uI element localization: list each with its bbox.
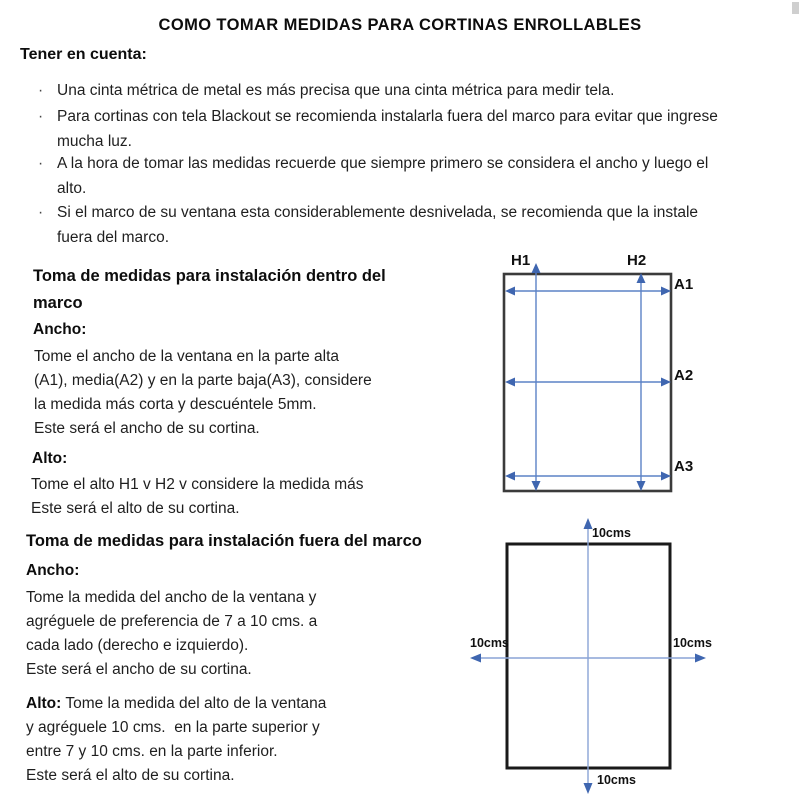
paragraph-line: agréguele de preferencia de 7 a 10 cms. a [26,613,318,630]
bullet-text-line: A la hora de tomar las medidas recuerde que siempre primero se considera el ancho y luego el [57,155,709,172]
inside-width-paragraph [34,345,372,441]
h2-measure-label: H2 [627,252,647,269]
inside-height-paragraph [31,473,364,521]
arrowhead-down [637,481,646,491]
bullet-text-line: mucha luz. [57,133,132,150]
arrowhead-left [470,654,481,663]
arrowhead-right [695,654,706,663]
inside-width-label: Ancho: [33,321,87,338]
outside-width-paragraph [26,586,317,682]
top-margin-label: 10cms [592,526,631,540]
paragraph-line: Tome la medida del ancho de la ventana y [26,589,317,606]
bullet-text-line: alto. [57,180,87,197]
bullet-text [57,104,718,154]
bullet-item [38,151,708,201]
a2-measure-label: A2 [674,367,694,384]
paragraph-line: entre 7 y 10 cms. en la parte inferior. [26,743,278,760]
paragraph-line: Tome el alto H1 v H2 v considere la medida más [31,476,364,493]
arrowhead-left [505,472,515,481]
paragraph-line: y agréguele 10 cms. en la parte superior y [26,719,320,736]
heading-line: Toma de medidas para instalación dentro del [33,267,386,285]
bullet-text [57,200,698,250]
inside-section-heading [33,263,386,317]
arrowhead-right [661,287,671,296]
paragraph-line: Este será el ancho de su cortina. [26,661,252,678]
arrowhead-up [532,263,541,273]
outside-width-label: Ancho: [26,562,80,579]
notes-heading: Tener en cuenta: [20,46,147,63]
inside-height-label: Alto: [32,450,68,467]
bullet-text-line: Si el marco de su ventana esta considerablemente desnivelada, se recomienda que la instale [57,204,699,221]
bullet-item [38,78,614,103]
bullet-item [38,200,698,250]
scrollbar-artifact [792,2,799,14]
arrowhead-left [505,287,515,296]
h1-measure-label: H1 [511,252,531,269]
outside-height-label: Alto: [26,695,62,712]
arrowhead-left [505,378,515,387]
bullet-marker: · [38,155,44,172]
outside-measure-diagram [450,505,720,800]
bullet-marker: · [38,204,44,221]
bullet-text-line: Para cortinas con tela Blackout se recomienda instalarla fuera del marco para evitar que ingrese [57,108,718,125]
paragraph-text: Tome la medida del alto de la ventana [61,695,327,712]
paragraph-line: la medida más corta y descuéntele 5mm. [34,396,317,413]
arrowhead-down [532,481,541,491]
paragraph-line: Este será el alto de su cortina. [26,767,235,784]
paragraph-line [26,692,326,716]
bullet-text-line: Una cinta métrica de metal es más precisa que una cinta métrica para medir tela. [57,82,615,99]
page-title: COMO TOMAR MEDIDAS PARA CORTINAS ENROLLABLES [158,16,642,34]
bullet-text-line: fuera del marco. [57,229,169,246]
paragraph-line: Este será el ancho de su cortina. [34,420,260,437]
bullet-marker: · [38,108,44,125]
bullet-item [38,104,718,154]
a1-measure-label: A1 [674,276,694,293]
paragraph-line: Tome el ancho de la ventana en la parte alta [34,348,340,365]
a3-measure-label: A3 [674,458,694,475]
paragraph-line: (A1), media(A2) y en la parte baja(A3), considere [34,372,372,389]
paragraph-line: cada lado (derecho e izquierdo). [26,637,249,654]
bottom-margin-label: 10cms [597,773,636,787]
outside-section-heading [26,528,422,555]
left-margin-label: 10cms [470,636,509,650]
outside-height-paragraph [26,692,326,788]
right-margin-label: 10cms [673,636,712,650]
arrowhead-down [584,783,593,794]
heading-line: marco [33,294,83,312]
heading-line: Toma de medidas para instalación fuera del marco [26,532,422,550]
bullet-text [57,151,708,201]
arrowhead-right [661,472,671,481]
bullet-marker: · [38,82,44,99]
paragraph-line: Este será el alto de su cortina. [31,500,240,517]
arrowhead-right [661,378,671,387]
bullet-text [57,78,614,103]
